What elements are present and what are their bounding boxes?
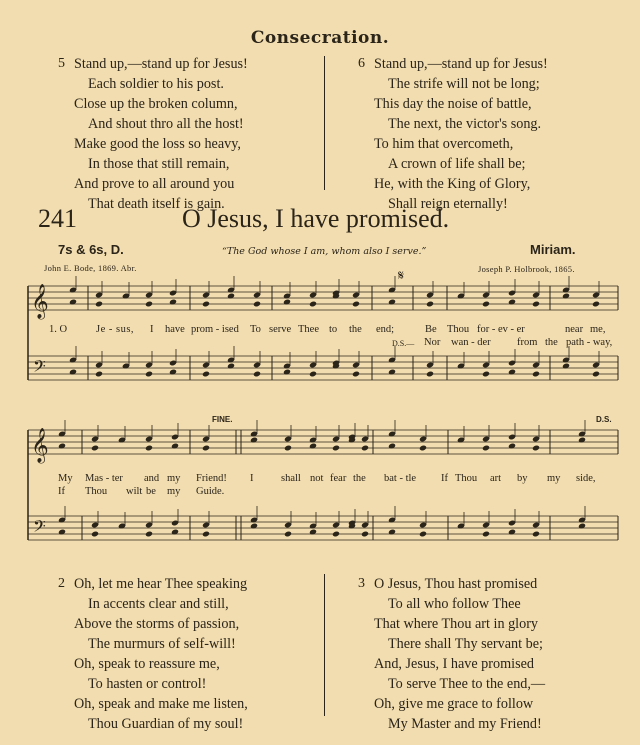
verse-line: Make good the loss so heavy, [74,136,241,152]
note-head [145,301,153,308]
note-head [95,301,103,308]
verse-line: And prove to all around you [74,176,235,192]
hymn-meter: 7s & 6s, D. [58,242,124,257]
note-head [309,371,317,378]
lyric-syllable: shall [281,473,301,484]
lyric-syllable: end; [376,324,395,335]
note-head [419,531,427,538]
note-head [145,445,153,452]
lyric-syllable: the [349,324,362,335]
note-head [202,531,210,538]
lyric-syllable: have [165,324,185,335]
note-head [91,445,99,452]
lyric-syllable: me, [590,324,606,335]
verse-number: 6 [358,56,365,71]
bass-clef-icon: 𝄢 [33,356,46,380]
lyric-syllable: Thee [298,324,319,335]
verse-line: In accents clear and still, [88,596,229,612]
lyric-syllable: my [167,473,181,484]
note-head [332,531,340,538]
verse-line: Above the storms of passion, [74,616,240,632]
verse-line: To all who follow Thee [388,596,521,612]
lyric-syllable: be [146,486,156,497]
note-head [352,301,360,308]
note-head [202,445,210,452]
note-head [532,301,540,308]
verse-line: There shall Thy servant be; [388,636,543,652]
segno-icon: 𝄋 [398,268,405,284]
composer-credit: Joseph P. Holbrook, 1865. [478,264,575,274]
note-head [482,301,490,308]
verse-2 [58,574,318,734]
verse-line: To hasten or control! [88,676,207,692]
note-head [284,445,292,452]
note-head [532,445,540,452]
note-head [145,371,153,378]
lyric-syllable: near [565,324,584,335]
author-credit: John E. Bode, 1869. Abr. [44,263,137,273]
lyric-syllable: If [58,486,65,497]
lyric-syllable: path - way, [566,337,613,348]
lyric-syllable: fear [330,473,347,484]
lyric-syllable: not [310,473,324,484]
verse-line: My Master and my Friend! [388,716,542,732]
section-title: Consecration. [250,28,390,48]
lyrics-line-2a [0,473,640,487]
lyric-syllable: prom - ised [191,324,239,335]
verse-line: That where Thou art in glory [374,616,539,632]
lyric-syllable: for - ev - er [477,324,525,335]
verse-line: And shout thro all the host! [88,116,244,132]
verse-line: Each soldier to his post. [88,76,224,92]
verse-line: To serve Thee to the end,— [388,676,546,692]
ds-lyric-marker: D.S.— [392,339,415,348]
lyric-syllable: Je - sus, [96,324,135,335]
lyric-syllable: I [250,473,254,484]
verse-3 [358,574,618,734]
note-head [361,531,369,538]
verse-line: Thou Guardian of my soul! [88,716,244,732]
lyric-syllable: art [490,473,502,484]
tune-name: Miriam. [530,242,576,257]
lyric-syllable: my [167,486,181,497]
verse-line: Oh, speak and make me listen, [74,696,248,712]
lyric-syllable: bat - tle [384,473,417,484]
lyric-syllable: my [547,473,561,484]
lyric-syllable: Thou [455,473,478,484]
verse-line: Oh, give me grace to follow [374,696,534,712]
note-head [91,531,99,538]
ds-marking: D.S. [596,415,612,424]
lyric-syllable: wan - der [451,337,491,348]
lyric-syllable: Be [425,324,437,335]
note-head [95,371,103,378]
lyrics-line-1b [0,337,640,351]
lyric-syllable: If [441,473,448,484]
treble-clef-icon: 𝄞 [31,428,49,463]
verse-line: Oh, speak to reassure me, [74,656,220,672]
hymn-epigraph: “The God whose I am, whom also I serve.” [222,246,427,257]
bass-clef-icon: 𝄢 [33,516,46,540]
verse-line: To him that overcometh, [374,136,514,152]
lyric-syllable: wilt [126,486,143,497]
note-head [532,531,540,538]
verse-line: This day the noise of battle, [374,96,532,112]
lyric-syllable: serve [269,324,292,335]
lyrics-line-2b [0,486,640,500]
verse-line: Close up the broken column, [74,96,238,112]
lyrics-line-1a [0,324,640,338]
lyric-syllable: the [353,473,366,484]
note-head [309,301,317,308]
note-head [253,371,261,378]
note-head [284,531,292,538]
lyric-syllable: the [545,337,558,348]
verse-line: The murmurs of self-will! [88,636,236,652]
verse-line: Stand up,—stand up for Jesus! [374,56,548,72]
verse-line: O Jesus, Thou hast promised [374,576,538,592]
verse-line: He, with the King of Glory, [374,176,531,192]
hymn-title: O Jesus, I have promised. [182,204,450,233]
note-head [202,371,210,378]
note-head [532,371,540,378]
verse-number: 2 [58,576,65,591]
lyric-syllable: Mas - ter [85,473,123,484]
note-head [332,445,340,452]
lyric-syllable: and [144,473,160,484]
note-head [419,445,427,452]
note-head [361,445,369,452]
lyric-syllable: side, [576,473,596,484]
hymn-number: 241 [38,204,77,233]
verse-line: A crown of life shall be; [388,156,526,172]
verse-divider [324,574,325,716]
note-head [426,371,434,378]
note-head [482,445,490,452]
verse-line: The next, the victor's song. [388,116,542,132]
lyric-syllable: To [250,324,261,335]
note-head [253,301,261,308]
treble-clef-icon: 𝄞 [31,284,49,319]
verse-line: The strife will not be long; [388,76,540,92]
note-head [426,301,434,308]
note-head [352,371,360,378]
verse-line: Oh, let me hear Thee speaking [74,576,248,592]
note-head [145,531,153,538]
verse-number: 5 [58,56,65,71]
lyric-syllable: Friend! [196,473,227,484]
lyric-syllable: 1. O [49,324,68,335]
lyric-syllable: from [517,337,538,348]
verse-line: Shall reign eternally! [388,196,508,212]
verse-line: In those that still remain, [88,156,230,172]
lyric-syllable: Guide. [196,486,225,497]
lyric-syllable: by [517,473,528,484]
verse-line: Stand up,—stand up for Jesus! [74,56,248,72]
lyric-syllable: Nor [424,337,441,348]
lyric-syllable: Thou [447,324,470,335]
note-head [592,371,600,378]
note-head [482,371,490,378]
lyric-syllable: I [150,324,154,335]
note-head [482,531,490,538]
fine-marking: FINE. [212,415,233,424]
verse-line: That death itself is gain. [88,196,225,212]
lyric-syllable: My [58,473,73,484]
lyric-syllable: to [329,324,338,335]
verse-number: 3 [358,576,365,591]
note-head [592,301,600,308]
lyric-syllable: Thou [85,486,108,497]
verse-line: And, Jesus, I have promised [374,656,534,672]
note-head [202,301,210,308]
